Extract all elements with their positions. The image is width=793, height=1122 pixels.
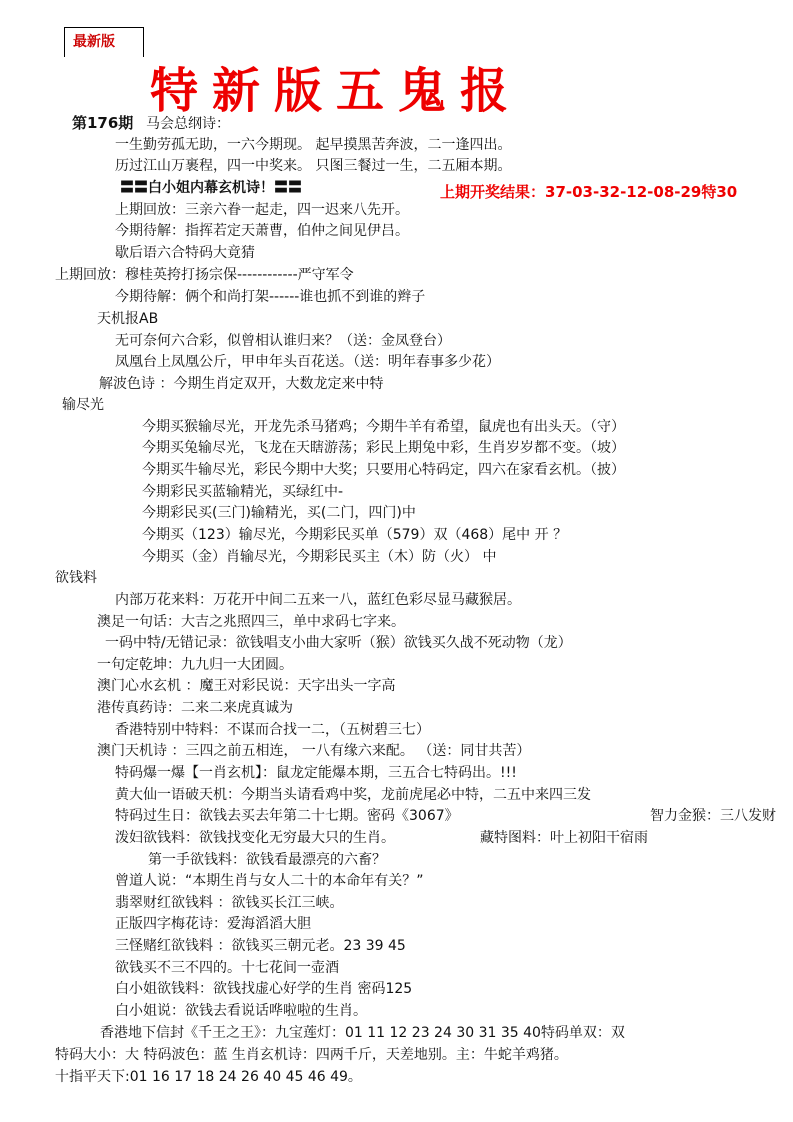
- text-line: 无可奈何六合彩，似曾相认谁归来？（送：金凤登台）: [115, 333, 451, 349]
- text-line: 欲钱料: [55, 570, 97, 586]
- last-result: 上期开奖结果：37-03-32-12-08-29特30: [440, 183, 738, 201]
- text-line: 今期彩民买(三门)输精光，买(二门，四门)中: [142, 505, 416, 521]
- text-line: 一句定乾坤：九九归一大团圆。: [97, 657, 293, 673]
- text-line: 香港特别中特料：不谋而合找一二，（五树碧三七）: [115, 722, 430, 738]
- text-line: 白小姐说：欲钱去看说话哗啦啦的生肖。: [115, 1003, 367, 1019]
- badge-text: 最新版: [73, 34, 115, 50]
- text-line: 输尽光: [62, 397, 104, 413]
- text-line: 十指平天下:01 16 17 18 24 26 40 45 46 49。: [55, 1069, 362, 1085]
- text-line: 特码大小：大 特码波色：蓝 生肖玄机诗：四两千斤，天差地别。主：牛蛇羊鸡猪。: [55, 1047, 568, 1063]
- text-line: 翡翠财红欲钱料 ：欲钱买长江三峡。: [115, 895, 344, 911]
- text-line: 澳门天机诗 ：三四之前五相连， 一八有缘六来配。 （送：同甘共苦）: [97, 743, 531, 759]
- text-line: 歇后语六合特码大竟猜: [115, 245, 255, 261]
- text-line: 一生勤劳孤无助，一六今期现。 起早摸黑苦奔波，二一逢四出。: [115, 137, 512, 153]
- text-line: 今期彩民买蓝输精光，买绿红中-: [142, 484, 344, 500]
- text-line: 黄大仙一语破天机：今期当头请看鸡中奖，龙前虎尾必中特，二五中来四三发: [115, 787, 591, 803]
- text-line: 特码过生日：欲钱去买去年第二十七期。密码《3067》: [115, 808, 459, 824]
- text-line: 〓〓白小姐内幕玄机诗！〓〓: [120, 180, 302, 196]
- text-line: 智力金猴：三八发财: [650, 808, 776, 824]
- text-line: 历过江山万裹程，四一中奖来。 只图三餐过一生，二五厢本期。: [115, 158, 512, 174]
- text-line: 白小姐欲钱料：欲钱找虚心好学的生肖 密码125: [115, 981, 413, 997]
- text-line: 正版四字梅花诗：爱海滔滔大胆: [115, 916, 311, 932]
- text-line: 今期待解：指挥若定天萧曹，伯仲之间见伊吕。: [115, 223, 409, 239]
- edition-badge: [64, 27, 144, 57]
- text-line: 港传真药诗：二来二来虎真诚为: [97, 700, 293, 716]
- text-line: 今期待解：俩个和尚打架------谁也抓不到谁的辫子: [115, 289, 426, 305]
- text-line: 欲钱买不三不四的。十七花间一壶酒: [115, 960, 339, 976]
- issue-number: 第176期: [72, 114, 134, 132]
- text-line: 藏特图料：叶上初阳干宿雨: [480, 830, 648, 846]
- text-line: 澳门心水玄机 ：魔王对彩民说：天字出头一字高: [97, 678, 396, 694]
- text-line: 特码爆一爆【一肖玄机】：鼠龙定能爆本期，三五合七特码出。!!!: [115, 765, 517, 781]
- text-line: 三怪赌红欲钱料 ：欲钱买三朝元老。23 39 45: [115, 938, 406, 954]
- text-line: 内部万花来料：万花开中间二五来一八，蓝红色彩尽显马藏猴居。: [115, 592, 521, 608]
- text-line: 上期回放：穆桂英挎打扬宗保------------严守军令: [55, 267, 354, 283]
- text-line: 一码中特/无错记录：欲钱唱支小曲大家听（猴）欲钱买久战不死动物（龙）: [105, 635, 572, 651]
- text-line: 今期买猴输尽光，开龙先杀马猪鸡；今期牛羊有希望，鼠虎也有出头天。（守）: [142, 419, 625, 435]
- text-line: 凤凰台上凤凰公斤，甲申年头百花送。（送：明年春事多少花）: [115, 354, 500, 370]
- text-line: 天机报AB: [97, 311, 159, 327]
- text-line: 解波色诗 ：今期生肖定双开，大数龙定来中特: [99, 376, 384, 392]
- text-line: 今期买（123）输尽光，今期彩民买单（579）双（468）尾中 开 ？: [142, 527, 568, 543]
- text-line: 上期回放：三亲六眷一起走，四一迟来八先开。: [115, 202, 409, 218]
- text-line: 第一手欲钱料：欲钱看最漂亮的六畜？: [148, 852, 386, 868]
- text-line: 今期买兔输尽光，飞龙在天瞎游荡；彩民上期兔中彩，生肖岁岁都不变。（坡）: [142, 440, 625, 456]
- text-line: 马会总纲诗：: [146, 116, 230, 132]
- text-line: 曾道人说：“本期生肖与女人二十的本命年有关？”: [115, 873, 424, 889]
- text-line: 泼妇欲钱料：欲钱找变化无穷最大只的生肖。: [115, 830, 395, 846]
- text-line: 香港地下信封《千王之王》：九宝莲灯：01 11 12 23 24 30 31 35 40特码单双：双: [100, 1025, 625, 1041]
- text-line: 澳足一句话：大吉之兆照四三，单中求码七字来。: [97, 614, 405, 630]
- text-line: 今期买牛输尽光，彩民今期中大奖；只要用心特码定，四六在家看玄机。（披）: [142, 462, 625, 478]
- text-line: 今期买（金）肖输尽光，今期彩民买主（木）防（火） 中: [142, 549, 497, 565]
- page-title: 特新版五鬼报: [150, 63, 523, 119]
